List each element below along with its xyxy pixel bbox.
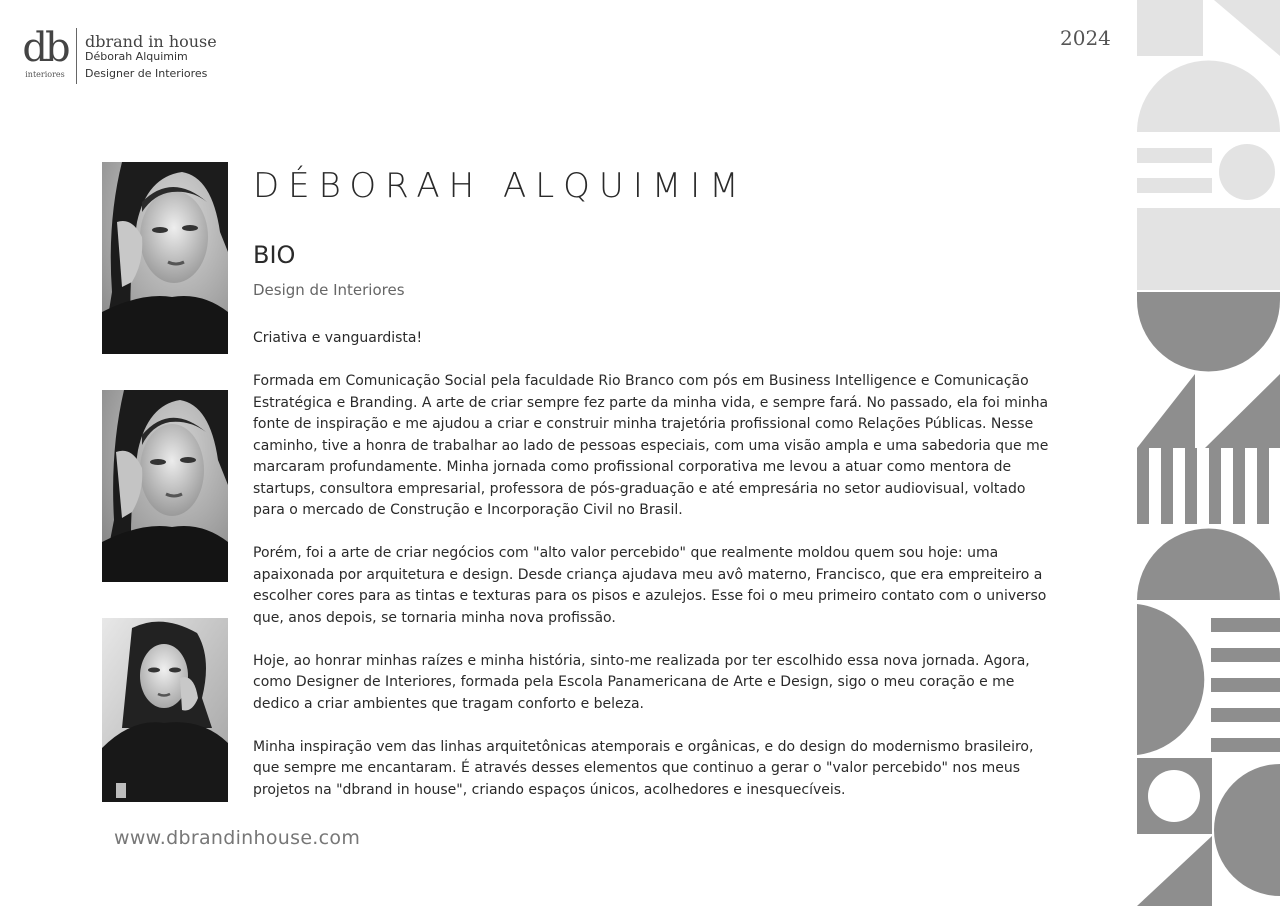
designer-name: Déborah Alquimim: [85, 50, 188, 63]
bio-paragraph: Minha inspiração vem das linhas arquitetônicas atemporais e orgânicas, e do design do modernismo brasileiro, que sempre me encantaram. É através desses elementos que continuo a gerar o "valor percebido" nos meus projetos na "dbrand in house", criando espaços únicos, acolhedores e inesquecíveis.: [253, 738, 1034, 798]
section-subtitle: Design de Interiores: [253, 281, 405, 299]
logo-mark: [22, 25, 68, 79]
bio-text: [253, 328, 1053, 823]
portrait-photo-1: [102, 162, 228, 354]
designer-role: Designer de Interiores: [85, 67, 208, 80]
brand-name: dbrand in house: [85, 32, 217, 51]
website-link[interactable]: www.dbrandinhouse.com: [114, 827, 361, 849]
logo-subtitle: interiores: [25, 70, 65, 79]
decorative-geometric-pattern: [1137, 0, 1280, 906]
bio-paragraph: Formada em Comunicação Social pela faculdade Rio Branco com pós em Business Intelligence e Comunicação Estratégica e Branding. A arte de criar sempre fez parte da minha vida, e sempre fará. No passado, ela foi minha fonte de inspiração e me ajudou a criar e construir minha trajetória profissional como Relações Públicas. Nesse caminho, tive a honra de trabalhar ao lado de pessoas especiais, com uma visão ampla e uma sabedoria que me marcaram profundamente. Minha jornada como profissional corporativa me levou a atuar como mentora de startups, consultora empresarial, professora de pós-graduação e até empresária no setor audiovisual, voltado para o mercado de Construção e Incorporação Civil no Brasil.: [253, 373, 1049, 518]
brand-logo: [22, 25, 217, 84]
portrait-photo-3: [102, 618, 228, 802]
page-title: DÉBORAH ALQUIMIM: [253, 166, 748, 206]
year-label: 2024: [1060, 26, 1111, 50]
logo-monogram: db: [22, 25, 68, 71]
bio-paragraph: Porém, foi a arte de criar negócios com "alto valor percebido" que realmente moldou quem sou hoje: uma apaixonada por arquitetura e design. Desde criança ajudava meu avô materno, Francisco, que era empreiteiro a escolher cores para as tintas e texturas para os pisos e azulejos. Esse foi o meu primeiro contato com o universo que, anos depois, se tornaria minha nova profissão.: [253, 545, 1047, 626]
section-heading: BIO: [253, 241, 296, 269]
bio-paragraph: Criativa e vanguardista!: [253, 330, 423, 346]
bio-paragraph: Hoje, ao honrar minhas raízes e minha história, sinto-me realizada por ter escolhido essa nova jornada. Agora, como Designer de Interiores, formada pela Escola Panamericana de Arte e Design, sigo o meu coração e me dedico a criar ambientes que tragam conforto e beleza.: [253, 652, 1030, 712]
logo-text: [85, 28, 217, 80]
portrait-photo-2: [102, 390, 228, 582]
logo-divider: [76, 28, 77, 84]
